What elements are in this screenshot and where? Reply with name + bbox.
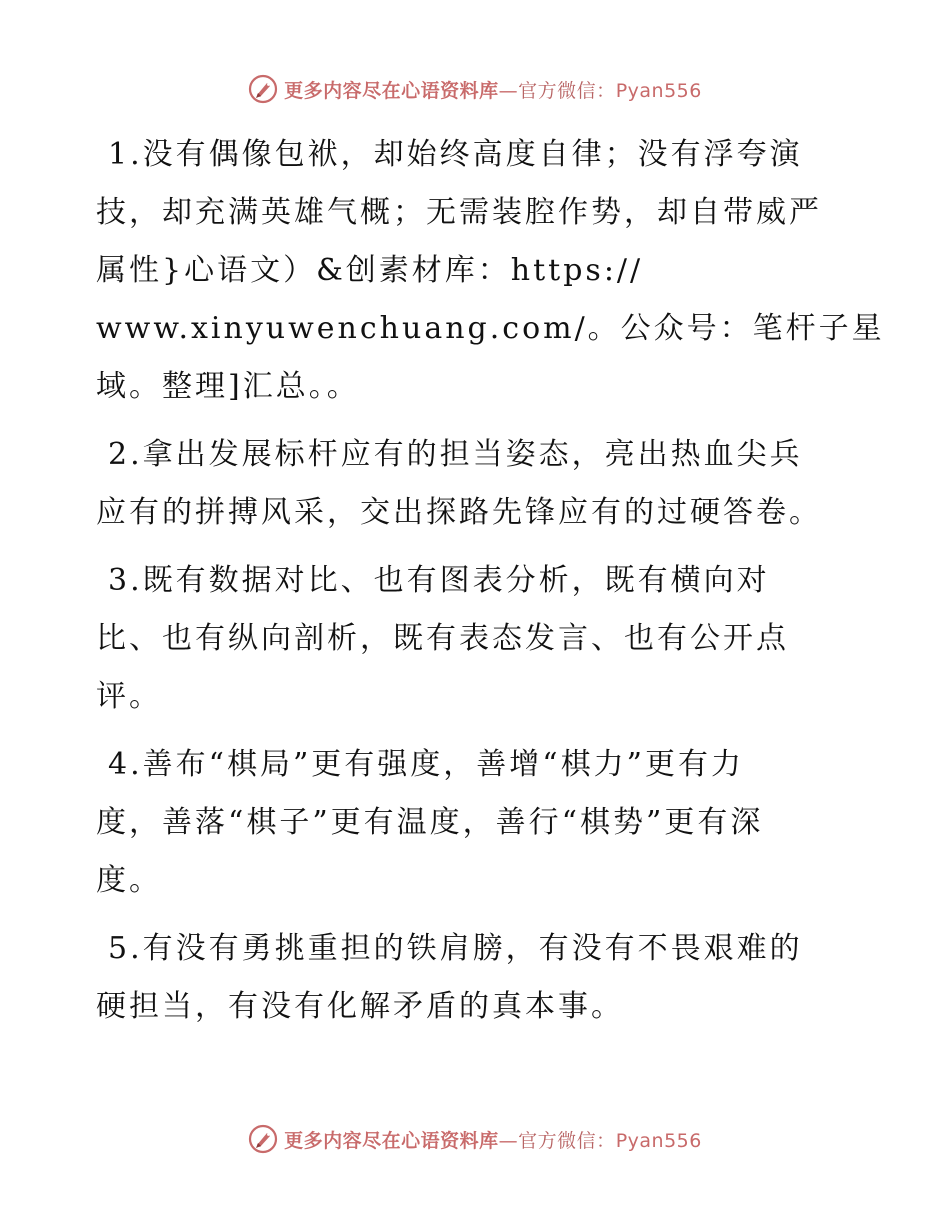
paragraph-1 — [96, 126, 885, 416]
paragraph-line: 应有的拼搏风采，交出探路先锋应有的过硬答卷。 — [96, 495, 822, 530]
banner-dash: — — [498, 1129, 519, 1152]
paragraph-line: 属性}心语文）&创素材库：https:// — [96, 253, 644, 288]
paragraph-line: 4.善布“棋局”更有强度，善增“棋力”更有力 — [108, 747, 744, 782]
paragraph-5 — [96, 920, 866, 1036]
pen-nib-logo-icon — [248, 1124, 278, 1154]
paragraph-4 — [96, 736, 866, 910]
paragraph-line: 技，却充满英雄气概；无需装腔作势，却自带威严 — [96, 195, 822, 230]
pen-nib-logo-icon — [248, 74, 278, 104]
banner-text — [284, 76, 702, 103]
paragraph-line: 比、也有纵向剖析，既有表态发言、也有公开点 — [96, 621, 789, 656]
banner-wechat-id: Pyan556 — [615, 79, 702, 102]
paragraph-line: 度，善落“棋子”更有温度，善行“棋势”更有深 — [96, 805, 764, 840]
paragraph-line: 评。 — [96, 679, 162, 714]
paragraph-line: 域。整理]汇总。。 — [96, 369, 360, 404]
footer-banner — [0, 1122, 950, 1156]
banner-wechat-id: Pyan556 — [615, 1129, 702, 1152]
paragraph-line: 1.没有偶像包袱，却始终高度自律；没有浮夸演 — [108, 137, 803, 172]
paragraph-line: www.xinyuwenchuang.com/。公众号：笔杆子星 — [96, 311, 885, 346]
banner-text — [284, 1126, 702, 1153]
paragraph-line: 2.拿出发展标杆应有的担当姿态，亮出热血尖兵 — [108, 437, 803, 472]
paragraph-line: 5.有没有勇挑重担的铁肩膀，有没有不畏艰难的 — [108, 931, 803, 966]
paragraph-2 — [96, 426, 866, 542]
banner-main-text: 更多内容尽在心语资料库 — [284, 79, 499, 102]
paragraph-line: 3.既有数据对比、也有图表分析，既有横向对 — [108, 563, 770, 598]
banner-wechat-label: 官方微信： — [518, 79, 616, 102]
paragraph-line: 度。 — [96, 863, 162, 898]
paragraph-3 — [96, 552, 866, 726]
banner-wechat-label: 官方微信： — [518, 1129, 616, 1152]
document-body — [96, 126, 885, 1046]
header-banner — [0, 72, 950, 106]
banner-main-text: 更多内容尽在心语资料库 — [284, 1129, 499, 1152]
paragraph-line: 硬担当，有没有化解矛盾的真本事。 — [96, 989, 624, 1024]
banner-dash: — — [498, 79, 519, 102]
